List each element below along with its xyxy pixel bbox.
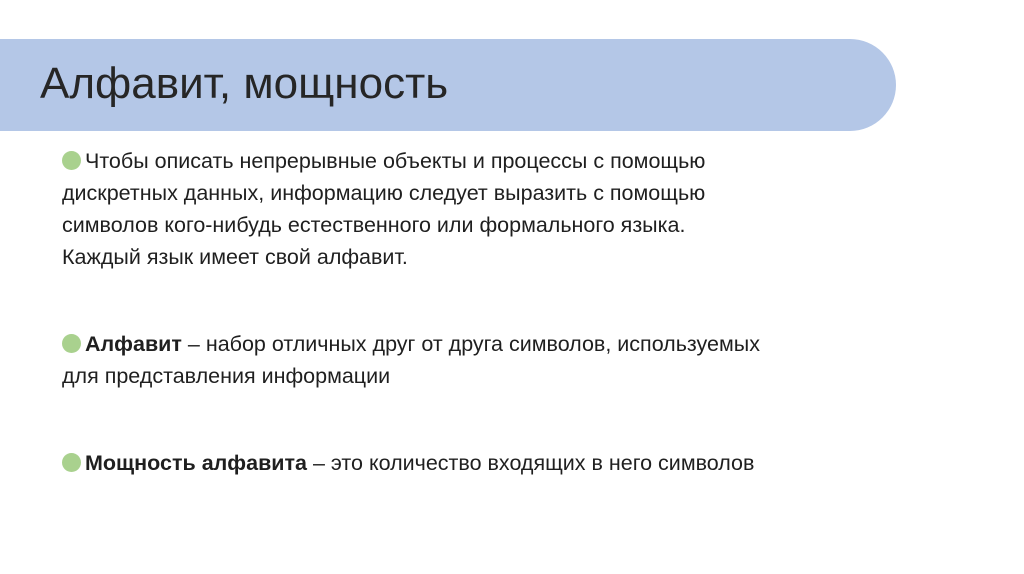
bullet-paragraph — [62, 447, 754, 479]
bullet-dot-icon — [62, 453, 81, 472]
bullet-1-line-2: дискретных данных, информацию следует выразить с помощью — [62, 181, 706, 205]
bullet-dot-icon — [62, 151, 81, 170]
bullet-1-line-1: Чтобы описать непрерывные объекты и процессы с помощью — [85, 149, 706, 173]
bullet-dot-icon — [62, 334, 81, 353]
term-alphabet-power: Мощность алфавита — [85, 451, 308, 475]
bullet-3-definition: – это количество входящих в него символов — [307, 451, 755, 475]
bullet-2-line-2: для представления информации — [62, 364, 391, 388]
term-alphabet: Алфавит — [85, 332, 182, 356]
bullet-2-definition: – набор отличных друг от друга символов, используемых — [181, 332, 760, 356]
bullet-1-line-4: Каждый язык имеет свой алфавит. — [62, 245, 408, 269]
bullet-paragraph — [62, 328, 760, 392]
bullet-1-line-3: символов кого-нибудь естественного или формального языка. — [62, 213, 686, 237]
slide-title: Алфавит, мощность — [40, 59, 449, 108]
bullet-paragraph — [62, 145, 705, 273]
